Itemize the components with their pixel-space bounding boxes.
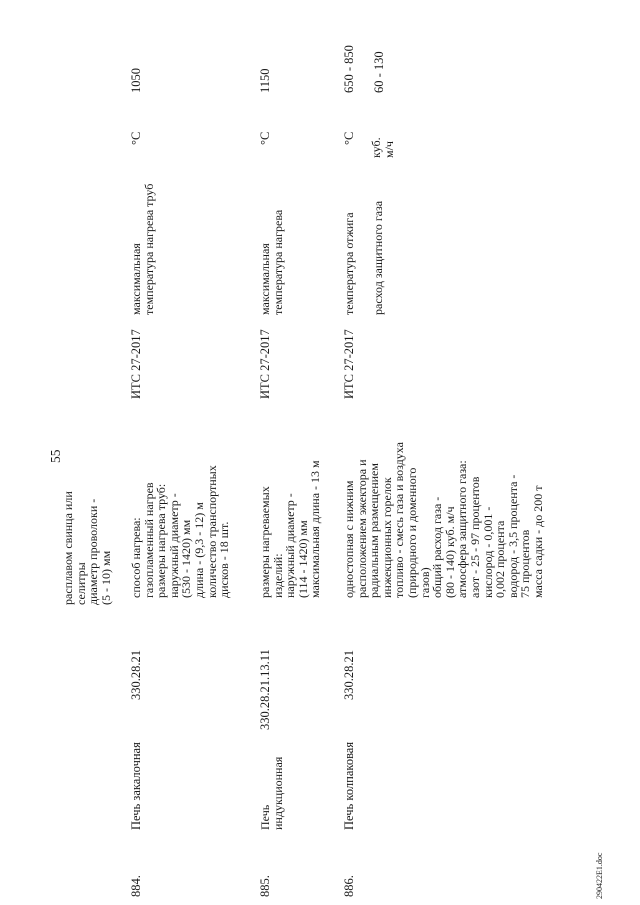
equipment-name: Печь колпаковая <box>342 741 356 830</box>
continuation-line: расплавом свинца или <box>61 491 75 605</box>
characteristics-cell <box>343 442 545 598</box>
characteristic-line: атмосфера защитного газа: <box>455 460 470 598</box>
characteristic-line: радиальным размещением <box>367 463 382 598</box>
characteristics-cell <box>130 465 231 598</box>
row-number: 885. <box>258 875 272 897</box>
parameter-name: расход защитного газа <box>371 200 385 315</box>
row-number: 884. <box>129 875 143 897</box>
continuation-line: диаметр проволоки - <box>86 498 101 605</box>
characteristic-line: наружный диаметр - <box>283 493 298 598</box>
characteristics-cell <box>259 460 322 598</box>
parameter-unit-line: м/ч <box>381 141 396 158</box>
page-number: 55 <box>48 449 63 463</box>
characteristic-line: максимальная длина - 13 м <box>308 460 323 598</box>
characteristic-line: количество транспортных <box>204 465 219 598</box>
equipment-code: 330.28.21 <box>129 650 143 700</box>
characteristic-line: наружный диаметр - <box>166 493 181 598</box>
characteristic-line: водород - 3,5 процента - <box>505 474 520 598</box>
parameter-value: 60 - 130 <box>372 51 386 93</box>
parameter-name-line: максимальная <box>129 243 143 315</box>
parameter-value: 1050 <box>129 68 143 93</box>
equipment-code: 330.28.21.13.11 <box>258 649 272 730</box>
characteristic-line: одностопная с нижним <box>342 480 356 598</box>
characteristic-line: (530 - 1420) мм <box>179 519 194 598</box>
characteristic-line: изделий: <box>270 553 285 598</box>
equipment-name-line: Печь <box>258 804 272 830</box>
parameter-name <box>259 210 284 315</box>
parameter-unit: °С <box>342 131 356 145</box>
characteristic-line: дисков - 18 шт. <box>217 521 232 598</box>
characteristic-line: 75 процентов <box>518 529 533 598</box>
row-number: 886. <box>342 875 356 897</box>
its-reference: ИТС 27-2017 <box>342 329 356 399</box>
characteristic-line: способ нагрева: <box>129 517 143 598</box>
characteristic-line: газов) <box>417 567 432 598</box>
characteristic-line: (80 - 140) куб. м/ч <box>442 506 457 598</box>
characteristic-line: общий расход газа - <box>430 496 445 598</box>
characteristic-line: длина - (9,3 - 12) м <box>191 502 206 598</box>
equipment-code: 330.28.21 <box>342 650 356 700</box>
parameter-name-line: температура нагрева <box>270 209 285 315</box>
characteristic-line: размеры нагрева труб: <box>154 483 169 598</box>
characteristic-line: (114 - 1420) мм <box>295 520 310 598</box>
equipment-name: Печь закалочная <box>129 742 143 830</box>
characteristic-line: кислород - 0,001 - <box>480 506 495 598</box>
characteristic-line: 0,002 процента <box>493 520 508 598</box>
continuation-block <box>62 491 112 605</box>
parameter-name-line: температура нагрева труб <box>141 183 156 315</box>
parameter-name-line: максимальная <box>258 243 272 315</box>
characteristic-line: газопламенный нагрев <box>141 482 156 598</box>
parameter-unit: °С <box>129 131 143 145</box>
characteristic-line: расположением эжектора и <box>354 459 369 598</box>
characteristic-line: (природного и доменного <box>404 467 419 598</box>
parameter-value: 650 - 850 <box>342 45 356 93</box>
its-reference: ИТС 27-2017 <box>258 329 272 399</box>
characteristic-line: масса садки - до 200 т <box>530 485 545 598</box>
continuation-line: (5 - 10) мм <box>98 550 113 605</box>
parameter-unit <box>370 137 395 158</box>
parameter-name <box>130 184 155 315</box>
its-reference: ИТС 27-2017 <box>129 329 143 399</box>
characteristic-line: размеры нагреваемых <box>258 486 272 598</box>
characteristic-line: инжекционных горелок <box>379 477 394 598</box>
equipment-name <box>259 757 284 830</box>
parameter-unit: °С <box>258 131 272 145</box>
characteristic-line: топливо - смесь газа и воздуха <box>392 442 407 598</box>
continuation-line: селитры <box>73 562 88 605</box>
parameter-name: температура отжига <box>342 212 356 315</box>
parameter-unit-line: куб. <box>369 137 383 158</box>
parameter-value: 1150 <box>258 68 272 93</box>
equipment-name-line: индукционная <box>270 756 285 830</box>
characteristic-line: азот - 25 - 97 процентов <box>467 476 482 598</box>
footer-filename: 290422E1.doc <box>595 852 604 899</box>
